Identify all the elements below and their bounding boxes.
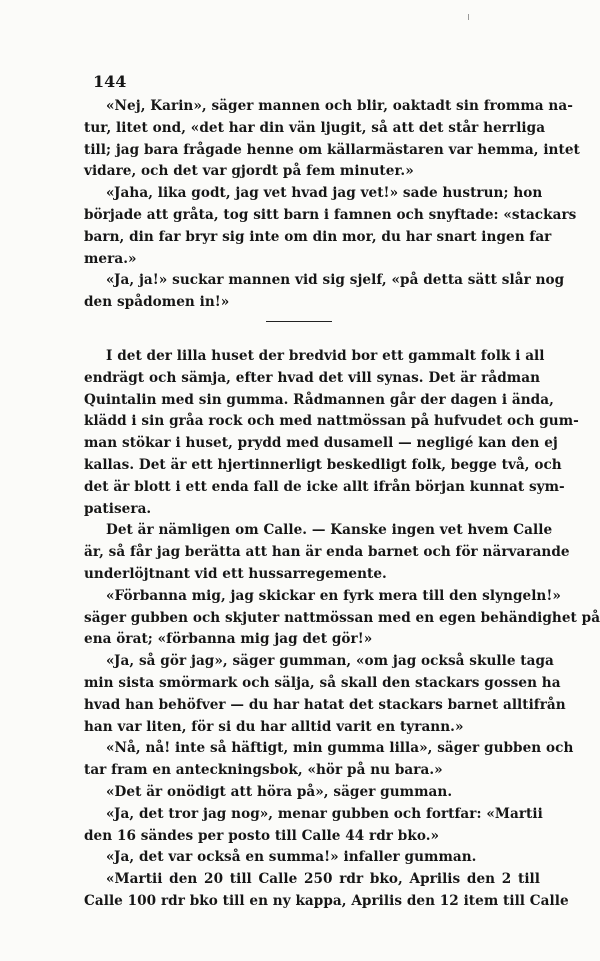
text-line: mera.» xyxy=(84,250,137,267)
text-line: vidare, och det var gjordt på fem minuter.» xyxy=(84,163,414,180)
text-line: till; jag bara frågade henne om källarmästaren var hemma, intet xyxy=(84,141,580,158)
text-line: «Nå, nå! inte så häftigt, min gumma lilla», säger gubben och xyxy=(106,740,574,757)
text-line: endrägt och sämja, efter hvad det vill synas. Det är rådman xyxy=(84,369,540,386)
text-section-dialogue xyxy=(84,96,580,314)
text-line: I det der lilla huset der bredvid bor ett gammalt folk i all xyxy=(106,348,545,364)
text-line: klädd i sin gråa rock och med nattmössan på hufvudet och gum- xyxy=(84,413,579,430)
text-line: säger gubben och skjuter nattmössan med en egen behändighet på xyxy=(84,609,600,626)
text-line: kallas. Det är ett hjertinnerligt beskedligt folk, begge två, och xyxy=(84,456,562,473)
text-line: började att gråta, tog sitt barn i famnen och snyftade: «stackars xyxy=(84,206,577,223)
text-section-narrative xyxy=(84,346,600,913)
page-number: 144 xyxy=(93,72,127,91)
text-line: «Det är onödigt att höra på», säger gumman. xyxy=(106,783,453,800)
text-line: den 16 sändes per posto till Calle 44 rdr bko.» xyxy=(84,827,440,844)
section-divider xyxy=(266,321,332,322)
text-line: «Ja, ja!» suckar mannen vid sig sjelf, «på detta sätt slår nog xyxy=(106,272,565,289)
text-line: patisera. xyxy=(84,500,152,517)
text-line: «Ja, det tror jag nog», menar gubben och fortfar: «Martii xyxy=(106,805,543,822)
text-line: hvad han behöfver — du har hatat det stackars barnet alltifrån xyxy=(84,696,566,713)
text-line: «Nej, Karin», säger mannen och blir, oaktadt sin fromma na- xyxy=(106,98,573,114)
text-line: underlöjtnant vid ett hussarregemente. xyxy=(84,565,387,582)
print-speck xyxy=(468,14,469,20)
text-line: det är blott i ett enda fall de icke allt ifrån början kunnat sym- xyxy=(84,478,565,495)
text-line: «Jaha, lika godt, jag vet hvad jag vet!» sade hustrun; hon xyxy=(106,185,543,202)
text-line: «Förbanna mig, jag skickar en fyrk mera till den slyngeln!» xyxy=(106,587,561,604)
text-line: man stökar i huset, prydd med dusamell — negligé kan den ej xyxy=(84,435,558,452)
text-line: ena örat; «förbanna mig jag det gör!» xyxy=(84,631,373,648)
text-line: tar fram en anteckningsbok, «hör på nu bara.» xyxy=(84,762,443,779)
text-line: min sista smörmark och sälja, så skall den stackars gossen ha xyxy=(84,674,561,691)
text-line: «Ja, det var också en summa!» infaller gumman. xyxy=(106,849,477,866)
text-line: Det är nämligen om Calle. — Kanske ingen vet hvem Calle xyxy=(106,522,553,539)
text-line: «Ja, så gör jag», säger gumman, «om jag också skulle taga xyxy=(106,653,554,670)
text-line: «Martii den 20 till Calle 250 rdr bko, Aprilis den 2 till xyxy=(106,871,540,888)
text-line: tur, litet ond, «det har din vän ljugit, så att det står herrliga xyxy=(84,119,546,136)
text-line: han var liten, för si du har alltid varit en tyrann.» xyxy=(84,718,464,735)
text-line: är, så får jag berätta att han är enda barnet och för närvarande xyxy=(84,544,570,561)
text-line: den spådomen in!» xyxy=(84,294,230,311)
text-line: Calle 100 rdr bko till en ny kappa, Aprilis den 12 item till Calle xyxy=(84,892,569,909)
text-line: barn, din far bryr sig inte om din mor, du har snart ingen far xyxy=(84,228,552,245)
text-line: Quintalin med sin gumma. Rådmannen går der dagen i ända, xyxy=(84,391,554,408)
